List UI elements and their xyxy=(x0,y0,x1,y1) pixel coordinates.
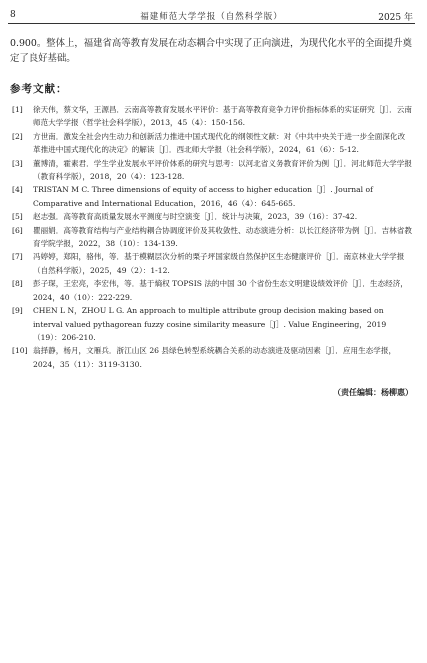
reference-item xyxy=(12,277,412,304)
reference-item xyxy=(12,183,412,210)
reference-item xyxy=(12,224,412,251)
reference-number: [10] xyxy=(12,346,28,356)
reference-item xyxy=(12,210,412,223)
reference-number: [5] xyxy=(12,212,23,222)
reference-number: [6] xyxy=(12,225,23,235)
editor-note: （责任编辑：杨柳惠） xyxy=(333,388,413,397)
reference-number: [3] xyxy=(12,158,23,168)
reference-text: 董博清，霍素君．学生学业发展水平评价体系的研究与思考：以河北省义务教育评价为例［J］．河北师范大学学报（教育科学版），2018，20（4）：123-128. xyxy=(33,158,412,182)
running-header xyxy=(10,8,413,24)
reference-text: 徐天伟，蔡文华，王源昌．云南高等教育发展水平评价：基于高等教育竞争力评价指标体系的实证研究［J］．云南师范大学学报（哲学社会科学版），2013，45（4）：150-156. xyxy=(33,105,412,128)
reference-text: 冯婷婷，郑阳，骆伟，等．基于模糊层次分析的栗子坪国家级自然保护区生态健康评价［J］．南京林业大学学报（自然科学版），2025，49（2）：1-12. xyxy=(33,252,405,275)
journal-title: 福建师范大学学报（自然科学版） xyxy=(140,12,283,22)
reference-number: [4] xyxy=(12,185,23,195)
reference-item xyxy=(12,103,412,130)
reference-text: 翁择静，杨月，文雁兵．浙江山区 26 县绿色转型系统耦合关系的动态演进及驱动因素［J］．应用生态学报，2024，35（11）：3119-3130. xyxy=(33,346,397,369)
reference-number: [9] xyxy=(12,306,23,316)
body-paragraph: 0.900。整体上，福建省高等教育发展在动态耦合中实现了正向演进，为现代化水平的全面提升奠定了良好基础。 xyxy=(10,38,412,64)
reference-item xyxy=(12,344,412,371)
reference-number: [2] xyxy=(12,131,23,141)
reference-number: [7] xyxy=(12,252,23,262)
reference-item xyxy=(12,157,412,184)
publication-year: 2025 年 xyxy=(378,13,413,23)
reference-text: 赵志强．高等教育高质量发展水平测度与时空演变［J］．统计与决策，2023，39（16）：37-42. xyxy=(33,212,358,222)
references-heading: 参考文献： xyxy=(10,83,68,95)
reference-number: [8] xyxy=(12,279,23,289)
reference-text: 彭子琛，王宏亮，李宏伟，等．基于熵权 TOPSIS 法的中国 30 个省份生态文明建设绩效评价［J］．生态经济，2024，40（10）：222-229. xyxy=(33,279,408,302)
reference-item xyxy=(12,130,412,157)
reference-text: CHEN L N，ZHOU L G. An approach to multiple attribute group decision making based on interval valued pythagorean fuzzy cosine similarity measure［J］. Value Engineering，2019（19）：206-210. xyxy=(33,306,387,342)
reference-text: 瞿丽娟．高等教育结构与产业结构耦合协调度评价及其收敛性、动态演进分析：以长江经济带为例［J］．吉林省教育学院学报，2022，38（10）：134-139. xyxy=(33,225,412,249)
reference-list xyxy=(12,103,412,371)
reference-item xyxy=(12,304,412,344)
reference-text: TRISTAN M C. Three dimensions of equity of access to higher education［J］. Journal of Comparative and International Education，2016，46（4）：645-665. xyxy=(33,185,373,208)
header-rule xyxy=(8,23,415,24)
reference-number: [1] xyxy=(12,105,23,114)
reference-item xyxy=(12,250,412,277)
reference-text: 方世南．激发全社会内生动力和创新活力推进中国式现代化的纲领性文献：对《中共中央关于进一步全面深化改革推进中国式现代化的决定》的解读［J］．西北师大学报（社会科学版），2024，61（6）：5-12. xyxy=(33,131,406,155)
page-number: 8 xyxy=(10,10,16,20)
